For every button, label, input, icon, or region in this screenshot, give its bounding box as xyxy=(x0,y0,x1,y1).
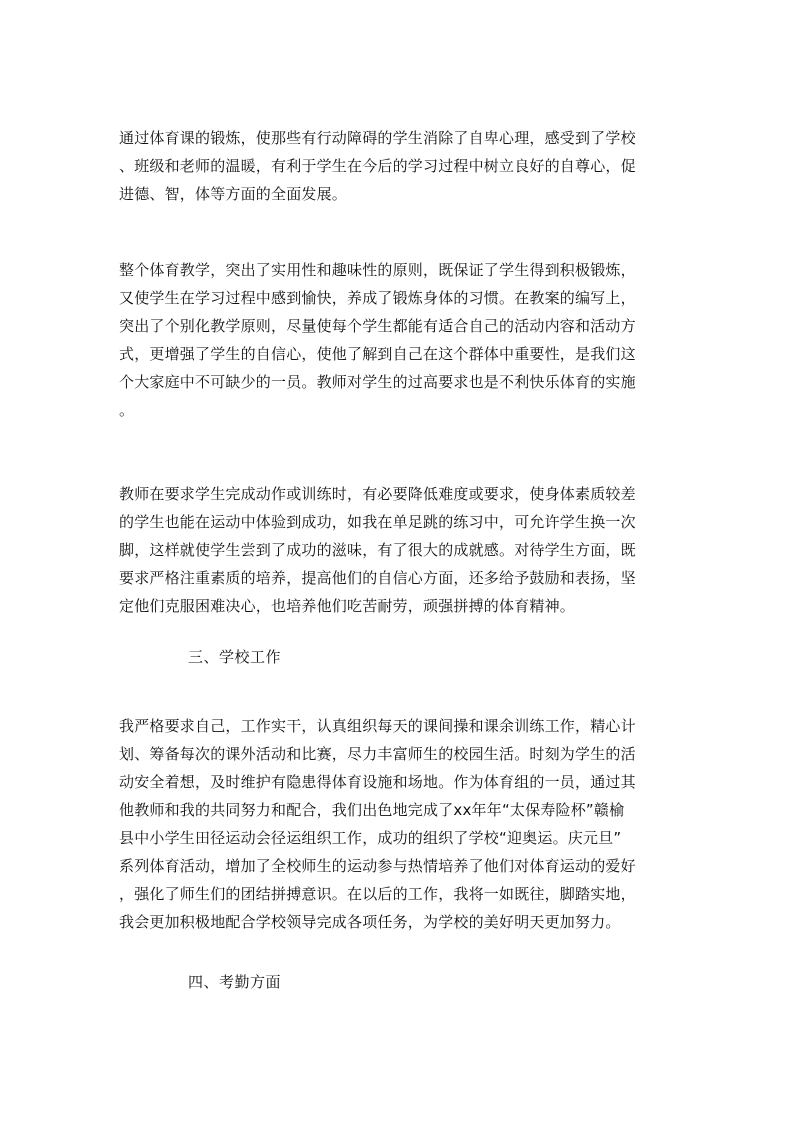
text-line: 定他们克服困难决心，也培养他们吃苦耐劳，顽强拼搏的体育精神。 xyxy=(119,597,576,615)
text-line: 脚，这样就使学生尝到了成功的滋味，有了很大的成就感。对待学生方面，既 xyxy=(119,541,636,559)
text-line: 我严格要求自己，工作实干，认真组织每天的课间操和课余训练工作，精心计 xyxy=(119,717,636,735)
paragraph-1 xyxy=(119,124,679,208)
text-line: 、班级和老师的温暖，有利于学生在今后的学习过程中树立良好的自尊心，促 xyxy=(119,157,636,175)
text-line: 突出了个别化教学原则，尽量使每个学生都能有适合自己的活动内容和活动方 xyxy=(119,317,636,335)
text-line: 。 xyxy=(119,401,135,419)
section-heading-school-work: 三、学校工作 xyxy=(188,648,282,666)
text-line: 系列体育活动，增加了全校师生的运动参与热情培养了他们对体育运动的爱好 xyxy=(119,857,636,875)
text-line: 又使学生在学习过程中感到愉快，养成了锻炼身体的习惯。在教案的编写上， xyxy=(119,289,636,307)
paragraph-2 xyxy=(119,256,679,424)
text-line: 划、筹备每次的课外活动和比赛，尽力丰富师生的校园生活。时刻为学生的活 xyxy=(119,745,636,763)
text-line: 个大家庭中不可缺少的一员。教师对学生的过高要求也是不利快乐体育的实施 xyxy=(119,373,636,391)
text-line: 进德、智，体等方面的全面发展。 xyxy=(119,185,348,203)
text-line: 的学生也能在运动中体验到成功，如我在单足跳的练习中，可允许学生换一次 xyxy=(119,513,636,531)
text-line: 要求严格注重素质的培养，提高他们的自信心方面，还多给予鼓励和表扬，坚 xyxy=(119,569,636,587)
text-line: ，强化了师生们的团结拼搏意识。在以后的工作，我将一如既往，脚踏实地， xyxy=(119,885,636,903)
text-line: 通过体育课的锻炼，使那些有行动障碍的学生消除了自卑心理，感受到了学校 xyxy=(119,129,636,147)
text-line: 动安全着想，及时维护有隐患得体育设施和场地。作为体育组的一员，通过其 xyxy=(119,773,636,791)
text-line: 教师在要求学生完成动作或训练时，有必要降低难度或要求，使身体素质较差 xyxy=(119,485,636,503)
section-heading-attendance: 四、考勤方面 xyxy=(188,973,282,991)
text-line: 我会更加积极地配合学校领导完成各项任务，为学校的美好明天更加努力。 xyxy=(119,913,621,931)
paragraph-4 xyxy=(119,712,679,936)
paragraph-3 xyxy=(119,480,679,620)
text-line: 县中小学生田径运动会径运组织工作，成功的组织了学校“迎奥运。庆元旦” xyxy=(119,829,622,847)
text-line: 式，更增强了学生的自信心，使他了解到自己在这个群体中重要性，是我们这 xyxy=(119,345,636,363)
text-line: 他教师和我的共同努力和配合，我们出色地完成了xx年年“太保寿险杯”赣榆 xyxy=(119,801,625,819)
text-line: 整个体育教学，突出了实用性和趣味性的原则，既保证了学生得到积极锻炼， xyxy=(119,261,636,279)
